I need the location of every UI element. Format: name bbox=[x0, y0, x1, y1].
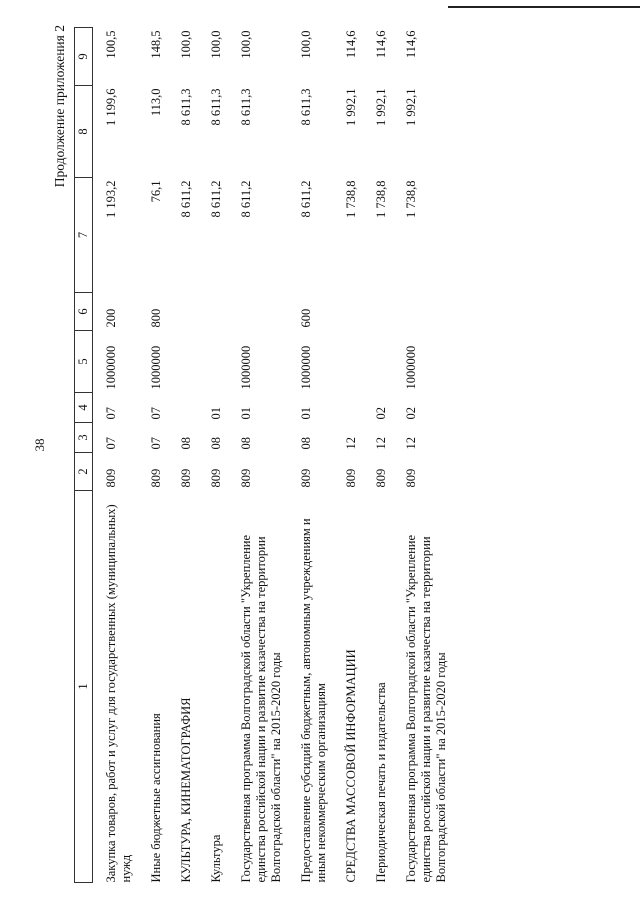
row-name: Периодическая печать и издательства bbox=[374, 682, 388, 883]
table-row bbox=[393, 28, 453, 883]
table-row bbox=[288, 28, 333, 883]
column-header: 5 bbox=[75, 331, 93, 393]
cell-subsection: 07 bbox=[104, 407, 118, 420]
cell-actual: 8 611,3 bbox=[239, 88, 253, 126]
cell-subsection: 07 bbox=[149, 407, 163, 420]
cell-section: 08 bbox=[179, 437, 193, 450]
cell-admin-code: 809 bbox=[179, 468, 193, 488]
cell-subsection bbox=[168, 393, 198, 423]
column-header: 9 bbox=[75, 28, 93, 86]
cell-percent: 148,5 bbox=[149, 30, 163, 59]
cell-section: 12 bbox=[344, 437, 358, 450]
cell-target-article: 1000000 bbox=[404, 345, 418, 390]
row-name: Культура bbox=[209, 834, 223, 883]
cell-target-article bbox=[168, 331, 198, 393]
row-name: Государственная программа Волгоградской области "Укрепление единства российской нации и развитие казачества на территории Волгоградской области" на 2015-2020 годы bbox=[239, 534, 283, 883]
cell-subsection bbox=[333, 393, 363, 423]
table-row bbox=[363, 28, 393, 883]
cell-percent: 114,6 bbox=[344, 30, 358, 59]
row-name: КУЛЬТУРА, КИНЕМАТОГРАФИЯ bbox=[179, 697, 193, 883]
cell-section: 07 bbox=[104, 437, 118, 450]
table-row bbox=[198, 28, 228, 883]
cell-admin-code: 809 bbox=[299, 468, 313, 488]
cell-section: 07 bbox=[149, 437, 163, 450]
cell-actual: 8 611,3 bbox=[299, 88, 313, 126]
cell-target-article bbox=[333, 331, 363, 393]
row-name: СРЕДСТВА МАССОВОЙ ИНФОРМАЦИИ bbox=[344, 649, 358, 883]
cell-plan: 1 738,8 bbox=[374, 180, 388, 218]
table-row bbox=[93, 28, 139, 883]
cell-target-article bbox=[198, 331, 228, 393]
cell-admin-code: 809 bbox=[344, 468, 358, 488]
cell-plan: 8 611,2 bbox=[239, 180, 253, 218]
cell-section: 08 bbox=[239, 437, 253, 450]
cell-plan: 8 611,2 bbox=[209, 180, 223, 218]
cell-plan: 8 611,2 bbox=[179, 180, 193, 218]
page-number: 38 bbox=[32, 438, 47, 452]
cell-expense-type bbox=[228, 293, 288, 331]
cell-target-article: 1000000 bbox=[299, 345, 313, 390]
cell-expense-type bbox=[393, 293, 453, 331]
cell-section: 08 bbox=[209, 437, 223, 450]
cell-plan: 1 738,8 bbox=[404, 180, 418, 218]
header-row bbox=[75, 28, 93, 883]
cell-target-article: 1000000 bbox=[239, 345, 253, 390]
table-row bbox=[138, 28, 168, 883]
cell-expense-type: 200 bbox=[104, 308, 118, 328]
cell-actual: 113,0 bbox=[149, 88, 163, 117]
row-name: Государственная программа Волгоградской области "Укрепление единства российской нации и развитие казачества на территории Волгоградской области" на 2015-2020 годы bbox=[404, 534, 448, 883]
cell-admin-code: 809 bbox=[374, 468, 388, 488]
cell-plan: 76,1 bbox=[149, 180, 163, 203]
cell-percent: 100,0 bbox=[239, 30, 253, 59]
table-row bbox=[228, 28, 288, 883]
cell-actual: 1 992,1 bbox=[374, 88, 388, 126]
table-row bbox=[333, 28, 363, 883]
cell-expense-type bbox=[198, 293, 228, 331]
cell-section: 12 bbox=[404, 437, 418, 450]
cell-percent: 100,5 bbox=[104, 30, 118, 59]
cell-plan: 1 193,2 bbox=[104, 180, 118, 218]
cell-actual: 8 611,3 bbox=[209, 88, 223, 126]
cell-admin-code: 809 bbox=[209, 468, 223, 488]
cell-expense-type bbox=[363, 293, 393, 331]
column-header: 2 bbox=[75, 453, 93, 491]
cell-target-article bbox=[363, 331, 393, 393]
row-name: Иные бюджетные ассигнования bbox=[149, 713, 163, 883]
cell-admin-code: 809 bbox=[149, 468, 163, 488]
column-header: 6 bbox=[75, 293, 93, 331]
cell-admin-code: 809 bbox=[104, 468, 118, 488]
cell-subsection: 01 bbox=[299, 407, 313, 420]
cell-subsection: 01 bbox=[209, 407, 223, 420]
cell-admin-code: 809 bbox=[239, 468, 253, 488]
cell-actual: 8 611,3 bbox=[179, 88, 193, 126]
cell-subsection: 02 bbox=[404, 407, 418, 420]
cell-percent: 100,0 bbox=[299, 30, 313, 59]
row-name: Предоставление субсидий бюджетным, автономным учреждениям и иным некоммерческим организациям bbox=[299, 518, 328, 883]
cell-subsection: 01 bbox=[239, 407, 253, 420]
cell-target-article: 1000000 bbox=[149, 345, 163, 390]
cell-expense-type: 600 bbox=[299, 308, 313, 328]
cell-actual: 1 199,6 bbox=[104, 88, 118, 126]
cell-expense-type: 800 bbox=[149, 308, 163, 328]
column-header: 4 bbox=[75, 393, 93, 423]
row-name: Закупка товаров, работ и услуг для государственных (муниципальных) нужд bbox=[104, 504, 133, 883]
cell-subsection: 02 bbox=[374, 407, 388, 420]
cell-plan: 8 611,2 bbox=[299, 180, 313, 218]
column-header: 8 bbox=[75, 86, 93, 178]
budget-table bbox=[74, 27, 453, 883]
table-row bbox=[168, 28, 198, 883]
cell-section: 08 bbox=[299, 437, 313, 450]
cell-expense-type bbox=[333, 293, 363, 331]
continuation-label: Продолжение приложения 2 bbox=[52, 25, 67, 188]
cell-admin-code: 809 bbox=[404, 468, 418, 488]
cell-actual: 1 992,1 bbox=[404, 88, 418, 126]
cell-percent: 114,6 bbox=[374, 30, 388, 59]
column-header: 3 bbox=[75, 423, 93, 453]
cell-plan: 1 738,8 bbox=[344, 180, 358, 218]
cell-percent: 100,0 bbox=[209, 30, 223, 59]
cell-percent: 114,6 bbox=[404, 30, 418, 59]
cell-percent: 100,0 bbox=[179, 30, 193, 59]
column-header: 7 bbox=[75, 178, 93, 293]
cell-expense-type bbox=[168, 293, 198, 331]
cell-target-article: 1000000 bbox=[104, 345, 118, 390]
cell-section: 12 bbox=[374, 437, 388, 450]
column-header: 1 bbox=[75, 491, 93, 883]
cell-actual: 1 992,1 bbox=[344, 88, 358, 126]
